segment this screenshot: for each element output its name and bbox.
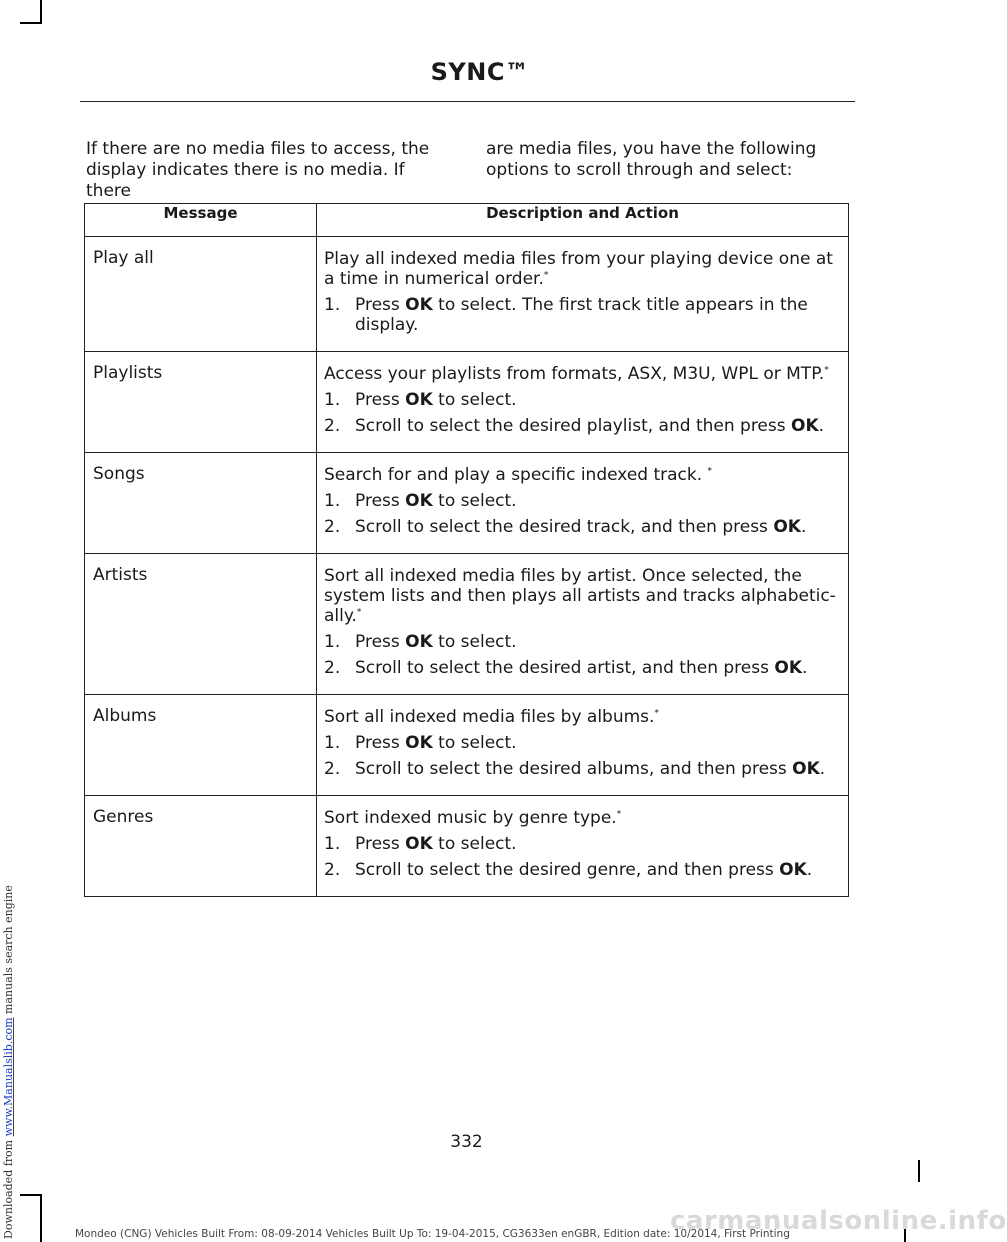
step-text — [355, 860, 812, 880]
description-text: Access your playlists from formats, ASX, M3U, WPL or MTP. — [324, 364, 825, 384]
media-options-table — [84, 203, 849, 897]
step-text-pre: Press — [355, 834, 406, 854]
step-item — [324, 759, 840, 779]
ok-key-label: OK — [405, 390, 433, 410]
ok-key-label: OK — [405, 632, 433, 652]
description-text: Sort all indexed media files by albums. — [324, 707, 655, 727]
step-list — [324, 295, 840, 335]
step-text-pre: Press — [355, 632, 406, 652]
step-item — [324, 491, 840, 511]
option-description — [324, 249, 840, 289]
table-row — [85, 796, 849, 897]
footnote-mark: * — [707, 466, 713, 477]
table-row — [85, 554, 849, 695]
option-description-cell — [317, 352, 849, 453]
step-text — [355, 517, 806, 537]
step-number: 1. — [324, 733, 341, 753]
download-note-suffix: manuals search engine — [2, 885, 15, 1018]
step-number: 1. — [324, 390, 341, 410]
step-number: 2. — [324, 658, 341, 678]
step-text-post: . — [818, 416, 825, 436]
download-note-prefix: Downloaded from — [2, 1136, 15, 1239]
manualslib-link[interactable]: www.Manualslib.com — [2, 1017, 15, 1137]
option-name: Artists — [85, 554, 317, 695]
table-row — [85, 237, 849, 352]
option-description — [324, 566, 840, 626]
crop-mark-bottom-right — [918, 1160, 920, 1182]
option-description-cell — [317, 695, 849, 796]
step-list — [324, 390, 840, 436]
step-text — [355, 733, 517, 753]
step-number: 2. — [324, 517, 341, 537]
ok-key-label: OK — [792, 759, 820, 779]
step-list — [324, 491, 840, 537]
step-item — [324, 632, 840, 652]
page-header-title: SYNC™ — [430, 58, 530, 86]
description-text: Sort indexed music by genre type. — [324, 808, 617, 828]
footnote-mark: * — [616, 809, 622, 820]
page-number: 332 — [450, 1132, 483, 1152]
description-text: Sort all indexed media files by artist. Once selected, the system lists and then plays all artists and tracks alphabetic-ally. — [324, 566, 836, 626]
step-number: 2. — [324, 759, 341, 779]
step-text-post: . — [800, 517, 807, 537]
step-text-post: to select. — [432, 632, 517, 652]
header-divider — [80, 101, 855, 102]
step-text-post: to select. — [432, 733, 517, 753]
footnote-mark: * — [543, 270, 549, 281]
option-description — [324, 364, 840, 384]
step-list — [324, 733, 840, 779]
step-text-post: to select. — [432, 834, 517, 854]
ok-key-label: OK — [774, 658, 802, 678]
step-text-post: . — [806, 860, 813, 880]
option-description — [324, 808, 840, 828]
footnote-mark: * — [824, 365, 829, 376]
step-number: 2. — [324, 860, 341, 880]
ok-key-label: OK — [779, 860, 807, 880]
intro-column-right: are media files, you have the following options to scroll through and select: — [486, 139, 817, 180]
step-item — [324, 834, 840, 854]
footer-edition-info: Mondeo (CNG) Vehicles Built From: 08-09-2014 Vehicles Built Up To: 19-04-2015, CG3633en enGBR, Edition date: 10/2014, First Printing — [75, 1228, 790, 1240]
step-text-post: . — [819, 759, 826, 779]
crop-mark-bottom-left — [20, 1194, 42, 1196]
ok-key-label: OK — [405, 733, 433, 753]
step-text-post: . — [802, 658, 808, 678]
column-header-message: Message — [85, 204, 317, 237]
watermark: carmanualsonline.info — [670, 1206, 1007, 1236]
ok-key-label: OK — [405, 491, 433, 511]
step-text-pre: Press — [355, 295, 406, 315]
option-name: Genres — [85, 796, 317, 897]
ok-key-label: OK — [405, 834, 433, 854]
option-description-cell — [317, 237, 849, 352]
step-text-post: to select. The first track title appears in the display. — [355, 295, 808, 335]
step-item — [324, 658, 840, 678]
step-text — [355, 834, 517, 854]
step-number: 1. — [324, 834, 341, 854]
description-text: Search for and play a specific indexed track. — [324, 465, 708, 485]
step-number: 2. — [324, 416, 341, 436]
option-name: Playlists — [85, 352, 317, 453]
step-text-pre: Press — [355, 733, 406, 753]
option-name: Songs — [85, 453, 317, 554]
intro-column-left: If there are no media files to access, the display indicates there is no media. If there — [86, 139, 430, 201]
intro-text — [86, 139, 848, 202]
table-header-row — [85, 204, 849, 237]
step-text-pre: Scroll to select the desired playlist, and then press — [355, 416, 792, 436]
option-name: Albums — [85, 695, 317, 796]
crop-mark-bottom-left — [40, 1194, 42, 1242]
crop-mark-top-left — [20, 22, 42, 24]
footnote-mark: * — [654, 708, 659, 719]
step-text-pre: Scroll to select the desired genre, and then press — [355, 860, 780, 880]
table-row — [85, 695, 849, 796]
step-text-post: to select. — [432, 491, 517, 511]
step-text — [355, 759, 825, 779]
step-text — [355, 416, 824, 436]
ok-key-label: OK — [773, 517, 801, 537]
step-text-pre: Press — [355, 390, 406, 410]
description-text: Play all indexed media files from your playing device one at a time in numerical order. — [324, 249, 833, 289]
table-row — [85, 352, 849, 453]
download-source-note — [2, 885, 15, 1239]
step-text — [355, 390, 517, 410]
step-item — [324, 860, 840, 880]
step-text — [355, 632, 517, 652]
option-description-cell — [317, 796, 849, 897]
step-text-pre: Scroll to select the desired albums, and then press — [355, 759, 793, 779]
step-text — [355, 491, 517, 511]
option-description — [324, 465, 840, 485]
step-number: 1. — [324, 632, 341, 652]
step-item — [324, 390, 840, 410]
step-list — [324, 834, 840, 880]
step-list — [324, 632, 840, 678]
option-description-cell — [317, 554, 849, 695]
step-text — [355, 658, 807, 678]
ok-key-label: OK — [791, 416, 819, 436]
option-name: Play all — [85, 237, 317, 352]
step-item — [324, 295, 840, 335]
option-description-cell — [317, 453, 849, 554]
step-number: 1. — [324, 295, 341, 315]
ok-key-label: OK — [405, 295, 433, 315]
step-item — [324, 416, 840, 436]
footnote-mark: * — [356, 607, 362, 618]
column-header-description: Description and Action — [317, 204, 849, 237]
step-text-post: to select. — [432, 390, 517, 410]
step-number: 1. — [324, 491, 341, 511]
step-text — [355, 295, 840, 335]
crop-mark-top-left — [40, 0, 42, 22]
step-text-pre: Press — [355, 491, 406, 511]
step-text-pre: Scroll to select the desired artist, and then press — [355, 658, 775, 678]
step-text-pre: Scroll to select the desired track, and then press — [355, 517, 774, 537]
step-item — [324, 733, 840, 753]
table-row — [85, 453, 849, 554]
step-item — [324, 517, 840, 537]
option-description — [324, 707, 840, 727]
